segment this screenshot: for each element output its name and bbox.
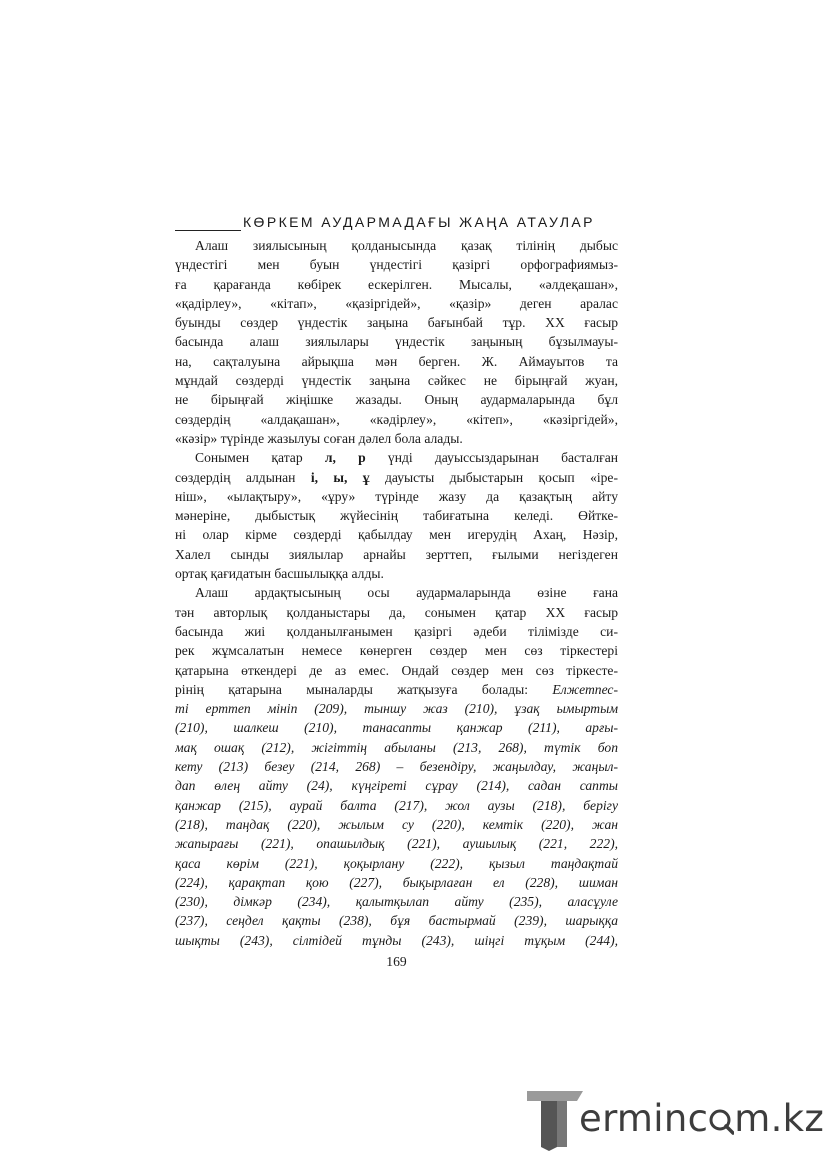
text-segment: рек жұмсалатын немесе көнерген сөздер мен сөз тіркестері [175, 643, 618, 659]
italic-text: қанжар (215), аурай балта (217), жол аузы (218), берігу [175, 797, 618, 813]
text-line [175, 236, 618, 255]
text-segment: үндестігі мен буын үндестігі қазіргі орфографиямыз- [175, 257, 618, 273]
text-line [175, 718, 618, 737]
text-line [175, 390, 618, 409]
italic-text: (230), дімкәр (234), қалытқылап айту (235), аласұуле [175, 894, 618, 910]
text-segment: басында алаш зиялылары үндестік заңының бұзылмауы- [175, 334, 618, 350]
logo-text [579, 1099, 824, 1139]
italic-text: мақ ошақ (212), жігіттің абыланы (213, 268), түтік боп [175, 739, 618, 755]
italic-text: кету (213) безеу (214, 268) – безендіру, жаңылдау, жаңыл- [175, 759, 618, 775]
text-segment: буынды сөздер үндестік заңына бағынбай тұр. ХХ ғасыр [175, 315, 618, 331]
logo-letter-c: c [687, 1097, 709, 1140]
text-line [175, 487, 618, 506]
text-line [175, 796, 618, 815]
italic-text: (224), қарақтап қою (227), бықырлаған ел (228), шиман [175, 874, 618, 890]
page-number: 169 [386, 954, 407, 969]
text-line [175, 603, 618, 622]
text-segment: мұндай сөздерді үндестік заңына сәйкес не бірыңғай жуан, [175, 373, 618, 389]
text-segment: сөздердің алдынан [175, 469, 311, 485]
text-line [175, 583, 618, 602]
running-header [175, 211, 623, 231]
bold-text: л, р [324, 450, 366, 466]
text-segment: ортақ қағидатын басшылыққа алды. [175, 566, 384, 582]
text-line [175, 313, 618, 332]
italic-text: жапырағы (221), опашылдық (221), аушылық (221, 222), [175, 836, 618, 852]
bold-text: і, ы, ұ [310, 469, 370, 485]
text-line [175, 873, 618, 892]
text-line [175, 641, 618, 660]
text-line [175, 371, 618, 390]
italic-text: ті ерттеп мініп (209), тыншу жаз (210), ұзақ ымыртым [175, 701, 618, 717]
text-line [175, 661, 618, 680]
text-segment: тән авторлық қолданыстары да, сонымен қатар ХХ ғасыр [175, 604, 618, 620]
text-line [175, 545, 618, 564]
text-line [175, 854, 618, 873]
text-line [175, 275, 618, 294]
text-line [175, 931, 618, 950]
text-segment: не бірыңғай жіңішке жазады. Оның аудармаларында бұл [175, 392, 618, 408]
text-line [175, 468, 618, 487]
italic-text: Елжетпес- [552, 681, 618, 697]
text-line [175, 352, 618, 371]
logo-o-magnifier-icon [708, 1103, 734, 1133]
text-segment: мәнеріне, дыбыстық жүйесінің табиғатына келеді. Өйтке- [175, 508, 618, 524]
text-line [175, 699, 618, 718]
text-line [175, 680, 618, 699]
italic-text: қаса көрім (221), қоқырлану (222), қызыл таңдақтай [175, 855, 618, 871]
text-segment: Халел сынды зиялылар арнайы зерттеп, ғылыми негіздеген [175, 546, 618, 562]
text-segment: қатарына өткендері де аз емес. Ондай сөздер мен сөз тіркесте- [175, 662, 618, 678]
text-line [175, 332, 618, 351]
text-segment: Сонымен қатар [195, 450, 325, 466]
text-line [175, 757, 618, 776]
text-segment: ніш», «ылақтыру», «ұру» түрінде жазу да қазақтың айту [175, 488, 618, 504]
logo-text-start: ermin [579, 1097, 688, 1140]
text-line [175, 564, 618, 583]
header-rule [175, 214, 241, 231]
text-segment: на, сақталуына айрықша мән берген. Ж. Аймауытов та [175, 353, 618, 369]
text-line [175, 622, 618, 641]
text-segment: рінің қатарына мыналарды жатқызуға болады: [175, 681, 553, 697]
text-line [175, 834, 618, 853]
text-line [175, 255, 618, 274]
italic-text: (237), сеңдел қақты (238), бұя бастырмай (239), шарыққа [175, 913, 618, 929]
text-segment: сөздердің «алдақашан», «кәдірлеу», «кітеп», «кәзіргідей», [175, 411, 618, 427]
header-title: КӨРКЕМ АУДАРМАДАҒЫ ЖАҢА АТАУЛАР [243, 214, 595, 230]
text-segment: Алаш зиялысының қолданысында қазақ тілінің дыбыс [195, 238, 618, 253]
text-line [175, 815, 618, 834]
text-line [175, 429, 618, 448]
text-line [175, 506, 618, 525]
text-segment: ні олар кірме сөздерді қабылдау мен игерудің Ахаң, Нәзір, [175, 527, 618, 543]
text-segment: «кәзір» түрінде жазылуы соған дәлел бола алады. [175, 430, 463, 446]
text-line [175, 738, 618, 757]
italic-text: шықты (243), сілтідей тұнды (243), шіңгі тұқым (244), [175, 932, 618, 948]
text-segment: басында жиі қолданылғанымен қазіргі әдеби тілімізде си- [175, 623, 618, 639]
text-line [175, 410, 618, 429]
text-line [175, 525, 618, 544]
text-segment: Алаш ардақтысының осы аудармаларында өзіне ғана [195, 585, 618, 601]
text-line [175, 776, 618, 795]
termincom-logo[interactable] [527, 1085, 825, 1155]
italic-text: дап өлең айту (24), күңгіреті сұрау (214), садан сапты [175, 778, 618, 794]
text-segment: «қадірлеу», «кітап», «қазіргідей», «қазір» деген аралас [175, 295, 618, 311]
text-segment: дауысты дыбыстарын қосып «іре- [369, 469, 618, 485]
text-line [175, 892, 618, 911]
text-segment: ға қарағанда көбірек ескерілген. Мысалы, «әлдеқашан», [175, 276, 618, 292]
body-text [175, 236, 618, 950]
italic-text: (218), таңдақ (220), жылым су (220), кемтік (220), жан [175, 816, 618, 832]
text-line [175, 448, 618, 467]
italic-text: (210), шалкеш (210), танасапты қанжар (211), арғы- [175, 720, 618, 736]
text-segment: үнді дауыссыздарынан басталған [365, 450, 618, 466]
text-line [175, 911, 618, 930]
logo-text-end: m.kz [734, 1097, 825, 1140]
text-line [175, 294, 618, 313]
